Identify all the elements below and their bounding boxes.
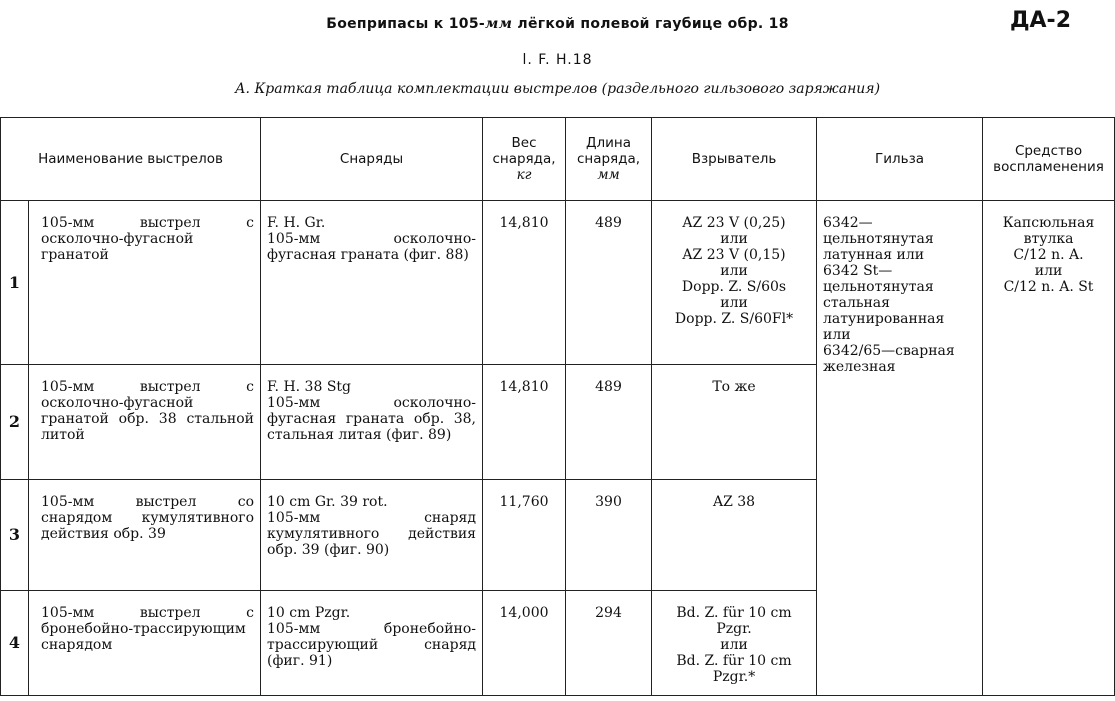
page-subtitle: l. F. H.18 (522, 52, 593, 68)
fuze-cell: То же (652, 365, 817, 480)
row-number: 2 (1, 365, 29, 480)
shell-length: 489 (566, 201, 652, 365)
shell-cell: F. H. 38 Stg 105-мм осколочно-фугасная граната обр. 38, стальная литая (фиг. 89) (261, 365, 483, 480)
shell-weight: 14,000 (483, 591, 566, 696)
table-row (1, 201, 1115, 365)
table-header-row (1, 118, 1115, 201)
row-number: 1 (1, 201, 29, 365)
round-name: 105-мм выстрел с бронебойно-трассирующим снарядом (29, 591, 261, 696)
case-cell: 6342—цельнотянутая латунная или 6342 St—цельнотянутая стальная латунированная или 6342/65—сварная железная (817, 201, 983, 696)
shell-weight: 14,810 (483, 365, 566, 480)
header-length: Длина снаряда, мм (566, 118, 652, 201)
shell-weight: 11,760 (483, 480, 566, 591)
shell-cell: 10 cm Pzgr. 105-мм бронебойно-трассирующий снаряд (фиг. 91) (261, 591, 483, 696)
header-fuze: Взрыватель (652, 118, 817, 201)
table-caption: А. Краткая таблица комплектации выстрелов (раздельного гильзового заряжания) (234, 81, 881, 97)
round-name: 105-мм выстрел со снарядом кумулятивного действия обр. 39 (29, 480, 261, 591)
page-title: Боеприпасы к 105-мм лёгкой полевой гаубице обр. 18 (326, 16, 789, 32)
shell-weight: 14,810 (483, 201, 566, 365)
shell-length: 390 (566, 480, 652, 591)
shell-length: 294 (566, 591, 652, 696)
ignition-cell: Капсюльная втулка C/12 n. A. или C/12 n. A. St (983, 201, 1115, 696)
fuze-cell: AZ 38 (652, 480, 817, 591)
round-name: 105-мм выстрел с осколочно-фугасной гранатой обр. 38 стальной литой (29, 365, 261, 480)
round-name: 105-мм выстрел с осколочно-фугасной гранатой (29, 201, 261, 365)
ammunition-table (0, 117, 1115, 696)
header-weight: Вес снаряда, кг (483, 118, 566, 201)
shell-cell: 10 cm Gr. 39 rot. 105-мм снаряд кумулятивного действия обр. 39 (фиг. 90) (261, 480, 483, 591)
fuze-cell: AZ 23 V (0,25) или AZ 23 V (0,15) или Dopp. Z. S/60s или Dopp. Z. S/60Fl* (652, 201, 817, 365)
fuze-cell: Bd. Z. für 10 cm Pzgr. или Bd. Z. für 10 cm Pzgr.* (652, 591, 817, 696)
row-number: 3 (1, 480, 29, 591)
shell-length: 489 (566, 365, 652, 480)
shell-cell: F. H. Gr. 105-мм осколочно-фугасная граната (фиг. 88) (261, 201, 483, 365)
header-name: Наименование выстрелов (1, 118, 261, 201)
header-case: Гильза (817, 118, 983, 201)
header-ignition: Средство воспламенения (983, 118, 1115, 201)
header-shell: Снаряды (261, 118, 483, 201)
row-number: 4 (1, 591, 29, 696)
document-code: ДА-2 (1009, 8, 1071, 33)
